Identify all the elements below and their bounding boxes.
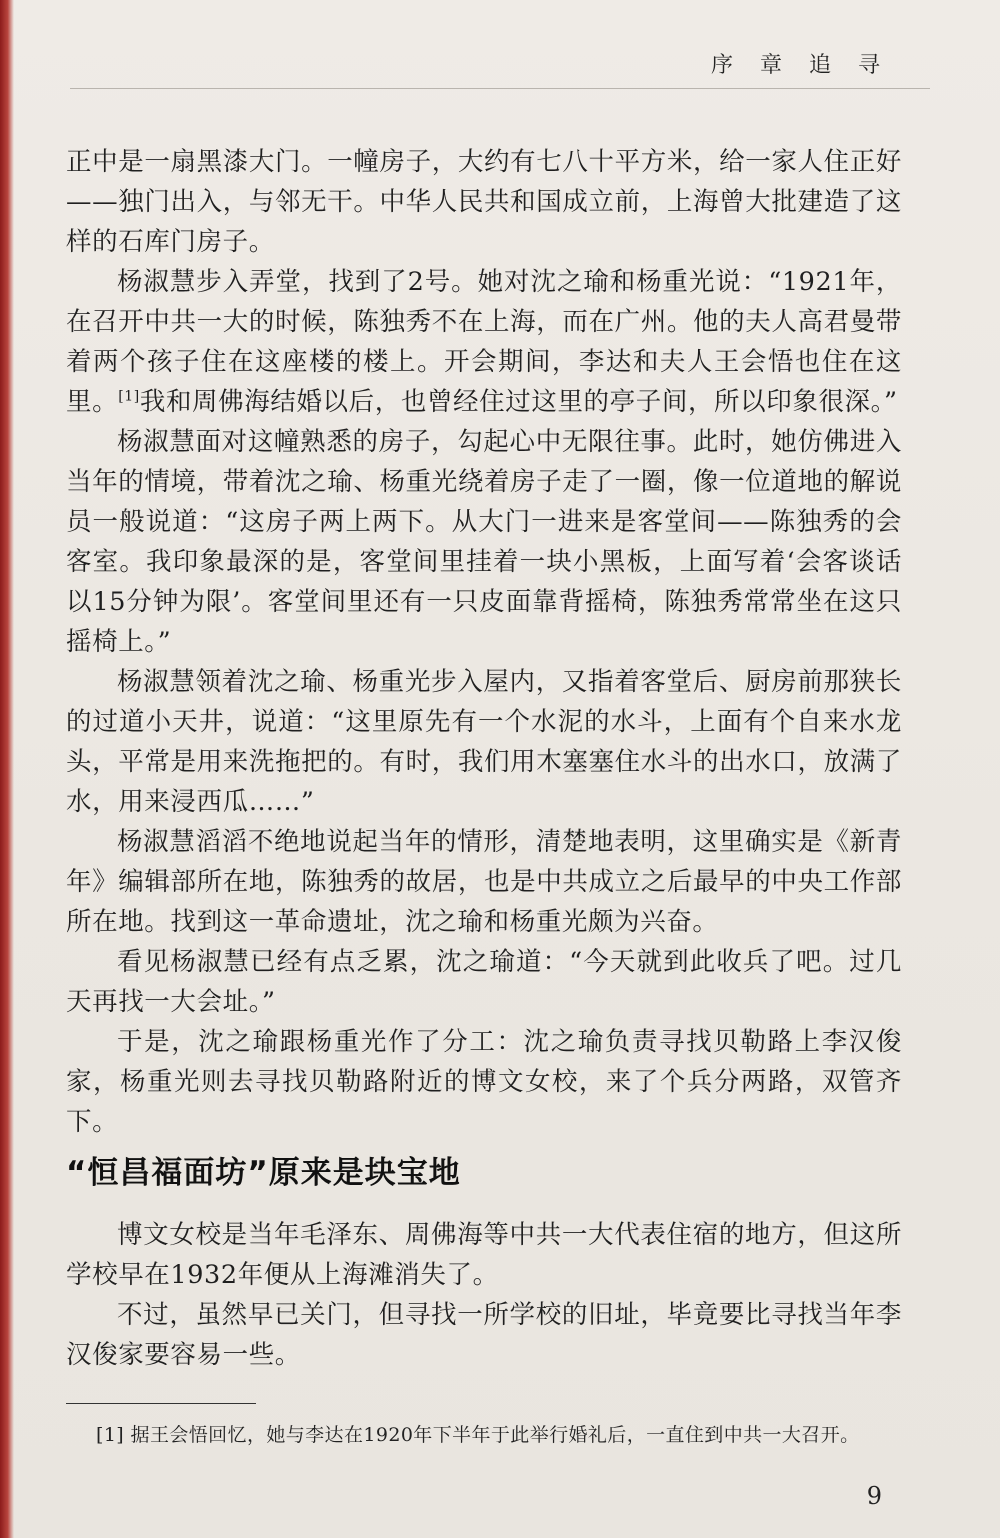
- paragraph-1: 正中是一扇黑漆大门。一幢房子，大约有七八十平方米，给一家人住正好——独门出入，与邻无干。中华人民共和国成立前，上海曾大批建造了这样的石库门房子。: [66, 147, 902, 257]
- section-paragraph-2: 不过，虽然早已关门，但寻找一所学校的旧址，毕竟要比寻找当年李汉俊家要容易一些。: [66, 1300, 902, 1370]
- footnote-ref[interactable]: [1]: [118, 388, 140, 405]
- paragraph-2-text-a: 杨淑慧步入弄堂，找到了2号。她对沈之瑜和杨重光说：“1921年，在召开中共一大的时候，陈独秀不在上海，而在广州。他的夫人高君曼带着两个孩子住在这座楼的楼上。开会期间，李达和夫人王会悟也住在这里。: [66, 267, 902, 417]
- running-head: 序 章 追 寻: [711, 53, 890, 78]
- section-title: “恒昌福面坊”原来是块宝地: [66, 1155, 461, 1191]
- header-rule: [70, 88, 930, 89]
- footnote-rule: [66, 1403, 256, 1404]
- adjacent-page-edge: [0, 0, 14, 1538]
- paragraph-5: 杨淑慧滔滔不绝地说起当年的情形，清楚地表明，这里确实是《新青年》编辑部所在地，陈独秀的故居，也是中共成立之后最早的中央工作部所在地。找到这一革命遗址，沈之瑜和杨重光颇为兴奋。: [66, 827, 902, 937]
- body-text: [66, 142, 902, 1142]
- paragraph-4: 杨淑慧领着沈之瑜、杨重光步入屋内，又指着客堂后、厨房前那狭长的过道小天井，说道：“这里原先有一个水泥的水斗，上面有个自来水龙头，平常是用来洗拖把的。有时，我们用木塞塞住水斗的出水口，放满了水，用来浸西瓜……”: [66, 667, 902, 817]
- section-body-text: [66, 1215, 902, 1375]
- section-paragraph-1: 博文女校是当年毛泽东、周佛海等中共一大代表住宿的地方，但这所学校早在1932年便从上海滩消失了。: [66, 1220, 902, 1290]
- paragraph-7: 于是，沈之瑜跟杨重光作了分工：沈之瑜负责寻找贝勒路上李汉俊家，杨重光则去寻找贝勒路附近的博文女校，来了个兵分两路，双管齐下。: [66, 1027, 902, 1137]
- paragraph-2: [66, 262, 902, 422]
- paragraph-6: 看见杨淑慧已经有点乏累，沈之瑜道：“今天就到此收兵了吧。过几天再找一大会址。”: [66, 947, 902, 1017]
- paragraph-2-text-b: 我和周佛海结婚以后，也曾经住过这里的亭子间，所以印象很深。”: [139, 387, 898, 417]
- page-number: 9: [866, 1482, 882, 1510]
- paragraph-3: 杨淑慧面对这幢熟悉的房子，勾起心中无限往事。此时，她仿佛进入当年的情境，带着沈之瑜、杨重光绕着房子走了一圈，像一位道地的解说员一般说道：“这房子两上两下。从大门一进来是客堂间——陈独秀的会客室。我印象最深的是，客堂间里挂着一块小黑板，上面写着‘会客谈话以15分钟为限’。客堂间里还有一只皮面靠背摇椅，陈独秀常常坐在这只摇椅上。”: [66, 427, 902, 657]
- footnote: [1] 据王会悟回忆，她与李达在1920年下半年于此举行婚礼后，一直住到中共一大召开。: [96, 1424, 860, 1446]
